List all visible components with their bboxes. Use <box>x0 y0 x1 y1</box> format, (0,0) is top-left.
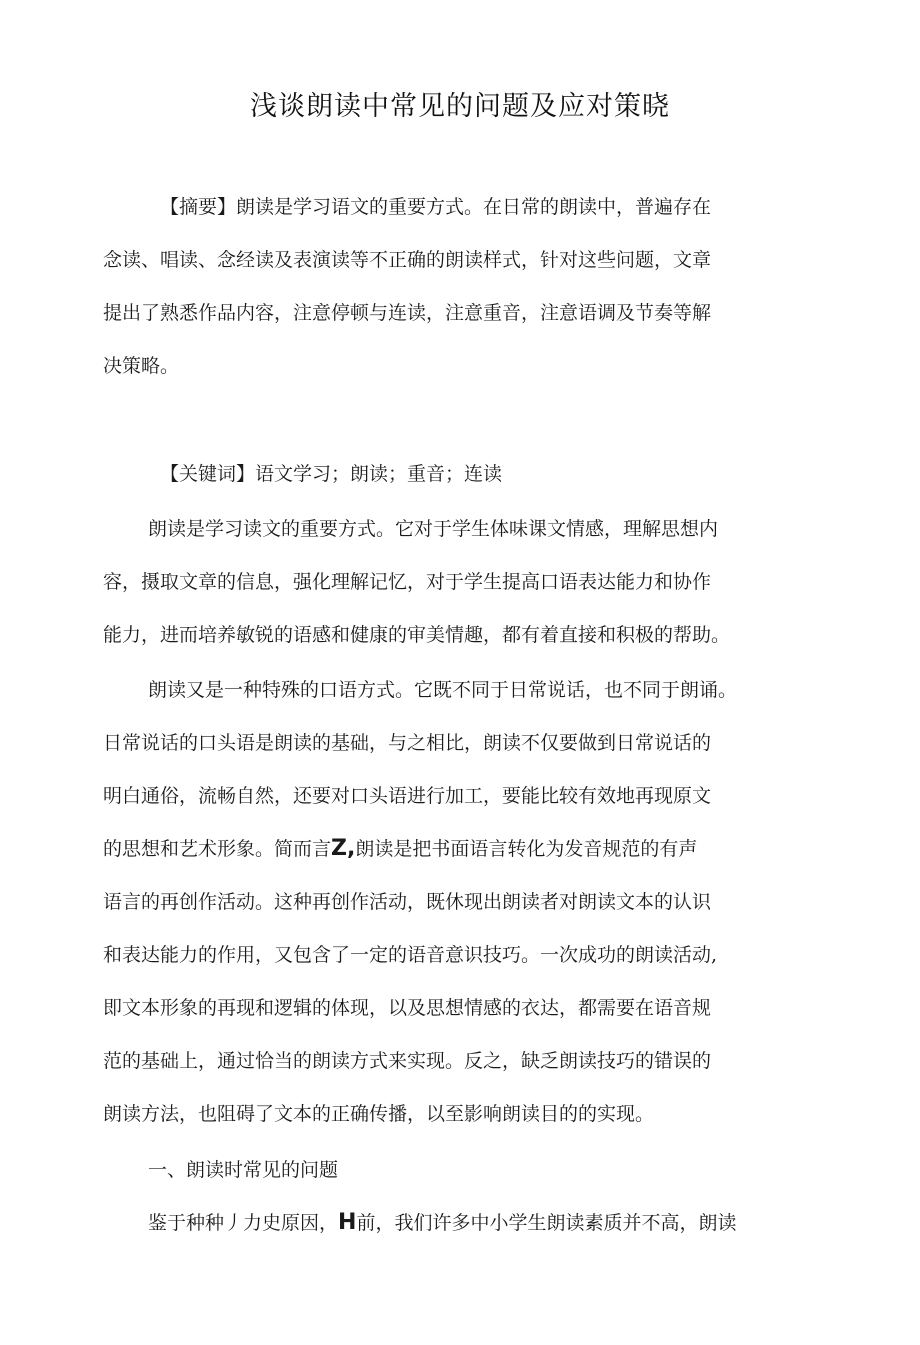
paragraph2-line-7: 即文本形象的再现和逻辑的体现，以及思想情感的衣达，都需要在语音规 <box>103 997 712 1019</box>
paragraph1-line-2: 容，摄取文章的信息，强化理解记忆，对于学生提高口语表达能力和协作 <box>103 571 712 593</box>
paragraph2-line-5: 语言的再创作活动。这种再创作活动，既休现出朗读者对朗读文本的认识 <box>103 891 712 913</box>
section1-line-1-latin: H <box>338 1210 357 1235</box>
paragraph2-line-4-post: 朗读是把书面语言转化为发音规范的有声 <box>355 838 698 860</box>
keywords-line: 【关键词】语文学习；朗读；重音；连读 <box>160 463 503 485</box>
document-title: 浅谈朗读中常见的问题及应对策晓 <box>250 91 670 122</box>
paragraph1-line-3: 能力，进而培养敏锐的语感和健康的审美情趣，都有着直接和积极的帮助。 <box>103 624 731 646</box>
paragraph2-line-6: 和表达能力的作用，又包含了一定的语音意识技巧。一次成功的朗读活动, <box>103 944 718 966</box>
paragraph2-line-8: 范的基础上，通过恰当的朗读方式来实现。反之，缺乏朗读技巧的错误的 <box>103 1050 712 1072</box>
section1-line-1-post: 前，我们许多中小学生朗读素质并不高，朗读 <box>356 1212 737 1234</box>
abstract-line-1: 【摘要】朗读是学习语文的重要方式。在日常的朗读中，普遍存在 <box>160 196 712 218</box>
paragraph2-line-9: 朗读方法，也阻碍了文本的正确传播，以至影响朗读目的的实现。 <box>103 1103 655 1125</box>
paragraph2-line-1: 朗读又是一种特殊的口语方式。它既不同于日常说话，也不同于朗诵。 <box>148 679 738 701</box>
paragraph2-line-4-pre: 的思想和艺术形象。简而言 <box>103 838 332 860</box>
paragraph2-line-4 <box>103 835 697 863</box>
section1-line-1-pre: 鉴于种种丿力史原因， <box>148 1212 339 1234</box>
section1-line-1 <box>148 1209 736 1237</box>
paragraph1-line-1: 朗读是学习读文的重要方式。它对于学生体味课文情感，理解思想内 <box>148 518 719 540</box>
abstract-line-3: 提出了熟悉作品内容，注意停顿与连读，注意重音，注意语调及节奏等解 <box>103 302 712 324</box>
abstract-line-2: 念读、唱读、念经读及表演读等不正确的朗读样式，针对这些问题，文章 <box>103 249 712 271</box>
paragraph2-line-3: 明白通俗，流畅自然，还要对口头语进行加工，要能比较有效地再现原文 <box>103 785 712 807</box>
section1-heading: 一、朗读时常见的问题 <box>148 1159 339 1181</box>
abstract-line-4: 决策略。 <box>103 355 180 377</box>
paragraph2-line-2: 日常说话的口头语是朗读的基础，与之相比，朗读不仅要做到日常说话的 <box>103 732 712 754</box>
paragraph2-line-4-latin: Z, <box>331 836 356 861</box>
